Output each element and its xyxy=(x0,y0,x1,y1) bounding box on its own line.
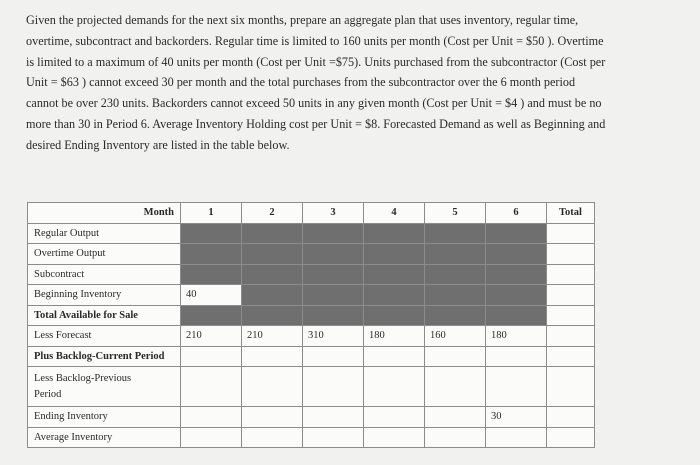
table-row xyxy=(28,367,595,407)
row-label-line: Period xyxy=(34,389,62,400)
row-label-line: Less Backlog-Previous xyxy=(34,373,132,384)
statement-line: overtime, subcontract and backorders. Regular time is limited to 160 units per month (Cost per Unit = $50 ). Overtime xyxy=(26,33,604,48)
cell-value: 40 xyxy=(181,285,242,306)
month-3-header: 3 xyxy=(303,203,364,224)
month-2-header: 2 xyxy=(242,203,303,224)
month-1-header: 1 xyxy=(181,203,242,224)
forecast-cell: 210 xyxy=(242,326,303,347)
statement-line: cannot be over 230 units. Backorders cannot exceed 50 units in any given month (Cost per Unit = $4 ) and must be no xyxy=(26,96,602,111)
table-row xyxy=(28,264,595,285)
forecast-cell: 310 xyxy=(303,326,364,347)
forecast-cell: 160 xyxy=(425,326,486,347)
table-row xyxy=(28,285,595,306)
problem-statement xyxy=(26,10,676,156)
row-label: Ending Inventory xyxy=(28,407,181,428)
table-row xyxy=(28,244,595,265)
statement-line: more than 30 in Period 6. Average Inventory Holding cost per Unit = $8. Forecasted Demand as well as Beginning and xyxy=(26,116,606,131)
row-label: Overtime Output xyxy=(28,244,181,265)
table-row xyxy=(28,305,595,326)
aggregate-plan-table xyxy=(27,202,595,448)
table-row xyxy=(28,346,595,367)
row-label: Average Inventory xyxy=(28,427,181,448)
row-label: Plus Backlog-Current Period xyxy=(28,346,181,367)
statement-line: desired Ending Inventory are listed in the table below. xyxy=(26,137,290,152)
table-row xyxy=(28,427,595,448)
row-label: Subcontract xyxy=(28,264,181,285)
table-header-row xyxy=(28,203,595,224)
row-label: Total Available for Sale xyxy=(28,305,181,326)
table-row xyxy=(28,223,595,244)
total-header: Total xyxy=(547,203,595,224)
month-5-header: 5 xyxy=(425,203,486,224)
month-4-header: 4 xyxy=(364,203,425,224)
row-label: Beginning Inventory xyxy=(28,285,181,306)
row-label xyxy=(28,367,181,407)
statement-line: is limited to a maximum of 40 units per month (Cost per Unit =$75). Units purchased from the subcontractor (Cost per xyxy=(26,54,606,69)
forecast-cell: 180 xyxy=(486,326,547,347)
month-6-header: 6 xyxy=(486,203,547,224)
table-row xyxy=(28,326,595,347)
forecast-cell: 210 xyxy=(181,326,242,347)
cell-value: 30 xyxy=(486,407,547,428)
row-label: Less Forecast xyxy=(28,326,181,347)
table-row xyxy=(28,407,595,428)
forecast-cell: 180 xyxy=(364,326,425,347)
statement-line: Unit = $63 ) cannot exceed 30 per month and the total purchases from the subcontractor over the 6 month period xyxy=(26,75,576,90)
statement-line: Given the projected demands for the next six months, prepare an aggregate plan that uses inventory, regular time, xyxy=(26,13,579,27)
month-header: Month xyxy=(28,203,181,224)
row-label: Regular Output xyxy=(28,223,181,244)
